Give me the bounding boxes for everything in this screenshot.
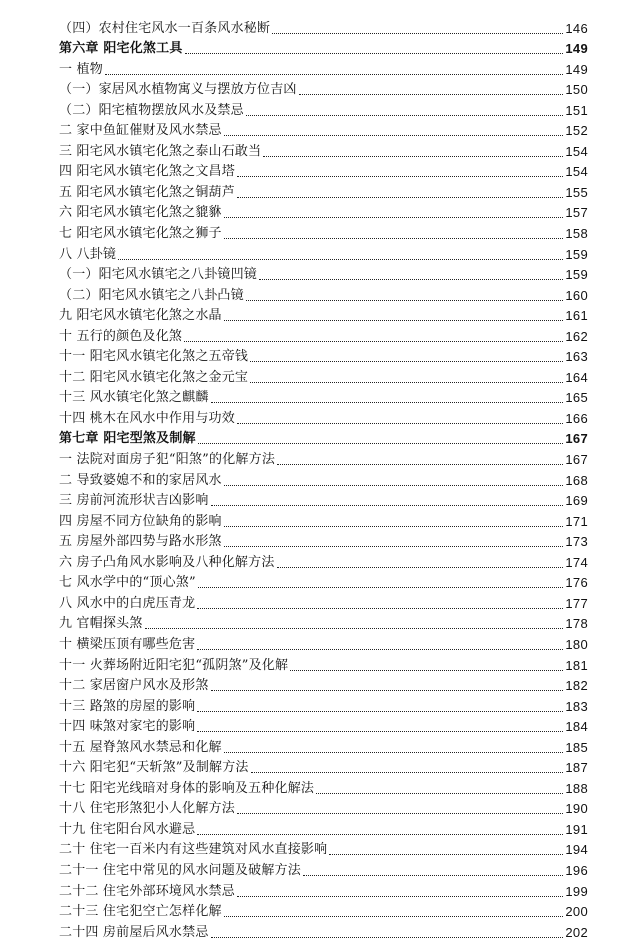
dot-leader xyxy=(224,526,564,527)
dot-leader xyxy=(145,628,564,629)
toc-entry xyxy=(59,633,588,654)
toc-entry-page-number: 185 xyxy=(565,739,588,755)
toc-entry-page-number: 162 xyxy=(565,328,588,344)
toc-entry xyxy=(59,222,588,243)
toc-entry-title: 二十四 房前屋后风水禁忌 xyxy=(59,924,209,940)
toc-entry-title: （二）阳宅植物摆放风水及禁忌 xyxy=(59,102,244,118)
toc-entry xyxy=(59,305,588,326)
toc-entry-page-number: 173 xyxy=(565,534,588,550)
toc-entry-page-number: 181 xyxy=(565,657,588,673)
dot-leader xyxy=(237,176,563,177)
toc-chapter-heading xyxy=(59,428,588,449)
toc-entry xyxy=(59,284,588,305)
toc-entry-title: 六 阳宅风水镇宅化煞之貔貅 xyxy=(59,205,222,221)
toc-entry xyxy=(59,592,588,613)
toc-entry xyxy=(59,325,588,346)
toc-entry xyxy=(59,161,588,182)
toc-entry xyxy=(59,839,588,860)
dot-leader xyxy=(246,300,564,301)
toc-entry-page-number: 161 xyxy=(565,308,588,324)
toc-entry-page-number: 154 xyxy=(565,143,588,159)
toc-entry xyxy=(59,818,588,839)
toc-entry xyxy=(59,510,588,531)
toc-entry xyxy=(59,243,588,264)
toc-entry-page-number: 184 xyxy=(565,719,588,735)
toc-entry-page-number: 167 xyxy=(565,431,588,447)
toc-entry-page-number: 146 xyxy=(565,20,588,36)
toc-entry-title: 十四 桃木在风水中作用与功效 xyxy=(59,410,235,426)
dot-leader xyxy=(237,423,563,424)
toc-entry-title: 二十 住宅一百米内有这些建筑对风水直接影响 xyxy=(59,842,328,858)
dot-leader xyxy=(224,135,564,136)
dot-leader xyxy=(224,320,564,321)
toc-entry xyxy=(59,17,588,38)
toc-entry-title: 二 导致婆媳不和的家居风水 xyxy=(59,472,222,488)
toc-entry-title: 二十二 住宅外部环境风水禁忌 xyxy=(59,883,235,899)
toc-entry-title: 三 房前河流形状吉凶影响 xyxy=(59,493,209,509)
dot-leader xyxy=(211,937,564,938)
toc-entry-title: 十 横梁压顶有哪些危害 xyxy=(59,636,196,652)
toc-entry-page-number: 188 xyxy=(565,780,588,796)
toc-entry-page-number: 194 xyxy=(565,842,588,858)
dot-leader xyxy=(259,279,563,280)
toc-entry-title: 七 风水学中的“顶心煞” xyxy=(59,575,196,591)
toc-entry-title: 八 八卦镜 xyxy=(59,246,117,262)
toc-entry xyxy=(59,490,588,511)
toc-entry xyxy=(59,181,588,202)
toc-entry-title: 十四 味煞对家宅的影响 xyxy=(59,719,196,735)
toc-entry xyxy=(59,99,588,120)
toc-entry xyxy=(59,58,588,79)
dot-leader xyxy=(197,711,563,712)
toc-entry xyxy=(59,551,588,572)
toc-entry-page-number: 168 xyxy=(565,472,588,488)
toc-entry xyxy=(59,695,588,716)
toc-entry-page-number: 174 xyxy=(565,554,588,570)
toc-entry-title: （一）阳宅风水镇宅之八卦镜凹镜 xyxy=(59,267,258,283)
dot-leader xyxy=(198,587,564,588)
toc-entry-title: 十九 住宅阳台风水避忌 xyxy=(59,821,196,837)
toc-entry xyxy=(59,777,588,798)
dot-leader xyxy=(197,731,563,732)
toc-entry-page-number: 149 xyxy=(565,41,588,57)
toc-entry-page-number: 182 xyxy=(565,678,588,694)
toc-entry-page-number: 191 xyxy=(565,821,588,837)
toc-entry-title: 三 阳宅风水镇宅化煞之泰山石敢当 xyxy=(59,143,262,159)
toc-entry-title: 七 阳宅风水镇宅化煞之狮子 xyxy=(59,226,222,242)
toc-entry xyxy=(59,880,588,901)
toc-entry-title: 八 风水中的白虎压青龙 xyxy=(59,595,196,611)
dot-leader xyxy=(197,834,563,835)
dot-leader xyxy=(224,217,564,218)
dot-leader xyxy=(303,875,563,876)
toc-entry-title: 第七章 阳宅型煞及制解 xyxy=(59,431,196,447)
toc-entry-page-number: 169 xyxy=(565,493,588,509)
toc-entry-title: 十三 路煞的房屋的影响 xyxy=(59,698,196,714)
toc-entry-title: 六 房子凸角风水影响及八种化解方法 xyxy=(59,554,275,570)
toc-entry xyxy=(59,859,588,880)
dot-leader xyxy=(246,115,564,116)
toc-entry-title: 二 家中鱼缸催财及风水禁忌 xyxy=(59,123,222,139)
dot-leader xyxy=(184,341,563,342)
toc-entry-title: 十一 阳宅风水镇宅化煞之五帝钱 xyxy=(59,349,249,365)
dot-leader xyxy=(272,33,563,34)
toc-entry xyxy=(59,202,588,223)
toc-entry-title: （一）家居风水植物寓义与摆放方位吉凶 xyxy=(59,82,297,98)
toc-entry-title: 一 植物 xyxy=(59,61,103,77)
toc-entry-page-number: 158 xyxy=(565,226,588,242)
dot-leader xyxy=(224,238,564,239)
toc-entry-page-number: 151 xyxy=(565,102,588,118)
toc-entry xyxy=(59,901,588,922)
toc-entry xyxy=(59,531,588,552)
dot-leader xyxy=(316,793,563,794)
toc-entry-page-number: 150 xyxy=(565,82,588,98)
toc-list xyxy=(59,17,588,942)
toc-entry-title: 十七 阳宅光线暗对身体的影响及五种化解法 xyxy=(59,780,315,796)
toc-entry-page-number: 183 xyxy=(565,698,588,714)
dot-leader xyxy=(118,259,563,260)
toc-entry-page-number: 149 xyxy=(565,61,588,77)
toc-entry-title: 四 阳宅风水镇宅化煞之文昌塔 xyxy=(59,164,235,180)
toc-entry-page-number: 196 xyxy=(565,862,588,878)
toc-entry-page-number: 160 xyxy=(565,287,588,303)
toc-entry-page-number: 166 xyxy=(565,410,588,426)
toc-entry xyxy=(59,366,588,387)
toc-entry xyxy=(59,675,588,696)
dot-leader xyxy=(224,546,564,547)
dot-leader xyxy=(224,485,564,486)
toc-entry xyxy=(59,757,588,778)
dot-leader xyxy=(250,382,563,383)
toc-entry-title: 十 五行的颜色及化煞 xyxy=(59,328,183,344)
toc-entry xyxy=(59,346,588,367)
toc-entry-title: 五 房屋外部四势与路水形煞 xyxy=(59,534,222,550)
toc-entry xyxy=(59,448,588,469)
toc-entry xyxy=(59,140,588,161)
toc-entry xyxy=(59,79,588,100)
dot-leader xyxy=(197,608,563,609)
toc-entry-title: 十六 阳宅犯“天斩煞”及制解方法 xyxy=(59,760,249,776)
toc-entry-page-number: 152 xyxy=(565,123,588,139)
toc-entry xyxy=(59,469,588,490)
toc-entry-title: 十二 阳宅风水镇宅化煞之金元宝 xyxy=(59,369,249,385)
toc-chapter-heading xyxy=(59,38,588,59)
toc-entry xyxy=(59,736,588,757)
toc-entry-title: 九 阳宅风水镇宅化煞之水晶 xyxy=(59,308,222,324)
toc-entry xyxy=(59,572,588,593)
toc-entry-title: 五 阳宅风水镇宅化煞之铜葫芦 xyxy=(59,184,235,200)
toc-entry-title: 十一 火葬场附近阳宅犯“孤阴煞”及化解 xyxy=(59,657,289,673)
dot-leader xyxy=(105,74,563,75)
toc-entry-page-number: 190 xyxy=(565,801,588,817)
dot-leader xyxy=(237,896,563,897)
toc-entry-title: 一 法院对面房子犯“阳煞”的化解方法 xyxy=(59,452,276,468)
dot-leader xyxy=(277,567,564,568)
toc-entry-page-number: 180 xyxy=(565,636,588,652)
toc-entry-page-number: 202 xyxy=(565,924,588,940)
dot-leader xyxy=(263,156,563,157)
dot-leader xyxy=(237,813,563,814)
toc-entry xyxy=(59,716,588,737)
toc-entry xyxy=(59,613,588,634)
toc-entry-title: 二十三 住宅犯空亡怎样化解 xyxy=(59,904,222,920)
toc-entry-page-number: 171 xyxy=(565,513,588,529)
dot-leader xyxy=(224,916,564,917)
toc-entry-title: （二）阳宅风水镇宅之八卦凸镜 xyxy=(59,287,244,303)
dot-leader xyxy=(197,649,563,650)
toc-entry-page-number: 159 xyxy=(565,246,588,262)
toc-entry-page-number: 157 xyxy=(565,205,588,221)
toc-entry-page-number: 187 xyxy=(565,760,588,776)
dot-leader xyxy=(211,505,564,506)
toc-entry-title: 十八 住宅形煞犯小人化解方法 xyxy=(59,801,235,817)
toc-entry-title: 四 房屋不同方位缺角的影响 xyxy=(59,513,222,529)
toc-entry-page-number: 177 xyxy=(565,595,588,611)
toc-entry-page-number: 165 xyxy=(565,390,588,406)
toc-entry xyxy=(59,120,588,141)
dot-leader xyxy=(299,94,564,95)
toc-entry-page-number: 199 xyxy=(565,883,588,899)
toc-entry-title: 九 官帽探头煞 xyxy=(59,616,143,632)
toc-entry-page-number: 176 xyxy=(565,575,588,591)
toc-entry xyxy=(59,921,588,942)
toc-entry-title: 十二 家居窗户风水及形煞 xyxy=(59,678,209,694)
toc-entry xyxy=(59,407,588,428)
dot-leader xyxy=(211,690,564,691)
dot-leader xyxy=(290,670,563,671)
toc-entry-title: （四）农村住宅风水一百条风水秘断 xyxy=(59,20,271,36)
toc-entry xyxy=(59,387,588,408)
toc-entry-page-number: 155 xyxy=(565,184,588,200)
toc-entry-title: 二十一 住宅中常见的风水问题及破解方法 xyxy=(59,862,301,878)
toc-entry-title: 第六章 阳宅化煞工具 xyxy=(59,41,183,57)
toc-entry-page-number: 178 xyxy=(565,616,588,632)
dot-leader xyxy=(237,197,563,198)
toc-entry-page-number: 164 xyxy=(565,369,588,385)
dot-leader xyxy=(251,772,564,773)
toc-entry-page-number: 154 xyxy=(565,164,588,180)
toc-entry-page-number: 200 xyxy=(565,904,588,920)
toc-entry xyxy=(59,264,588,285)
toc-entry-title: 十三 风水镇宅化煞之麒麟 xyxy=(59,390,209,406)
dot-leader xyxy=(277,464,563,465)
toc-entry xyxy=(59,798,588,819)
dot-leader xyxy=(211,402,564,403)
toc-entry-page-number: 159 xyxy=(565,267,588,283)
dot-leader xyxy=(198,443,564,444)
toc-entry-page-number: 163 xyxy=(565,349,588,365)
toc-entry-page-number: 167 xyxy=(565,452,588,468)
dot-leader xyxy=(224,752,564,753)
dot-leader xyxy=(329,854,563,855)
dot-leader xyxy=(250,361,563,362)
dot-leader xyxy=(185,53,564,54)
toc-entry-title: 十五 屋脊煞风水禁忌和化解 xyxy=(59,739,222,755)
toc-entry xyxy=(59,654,588,675)
